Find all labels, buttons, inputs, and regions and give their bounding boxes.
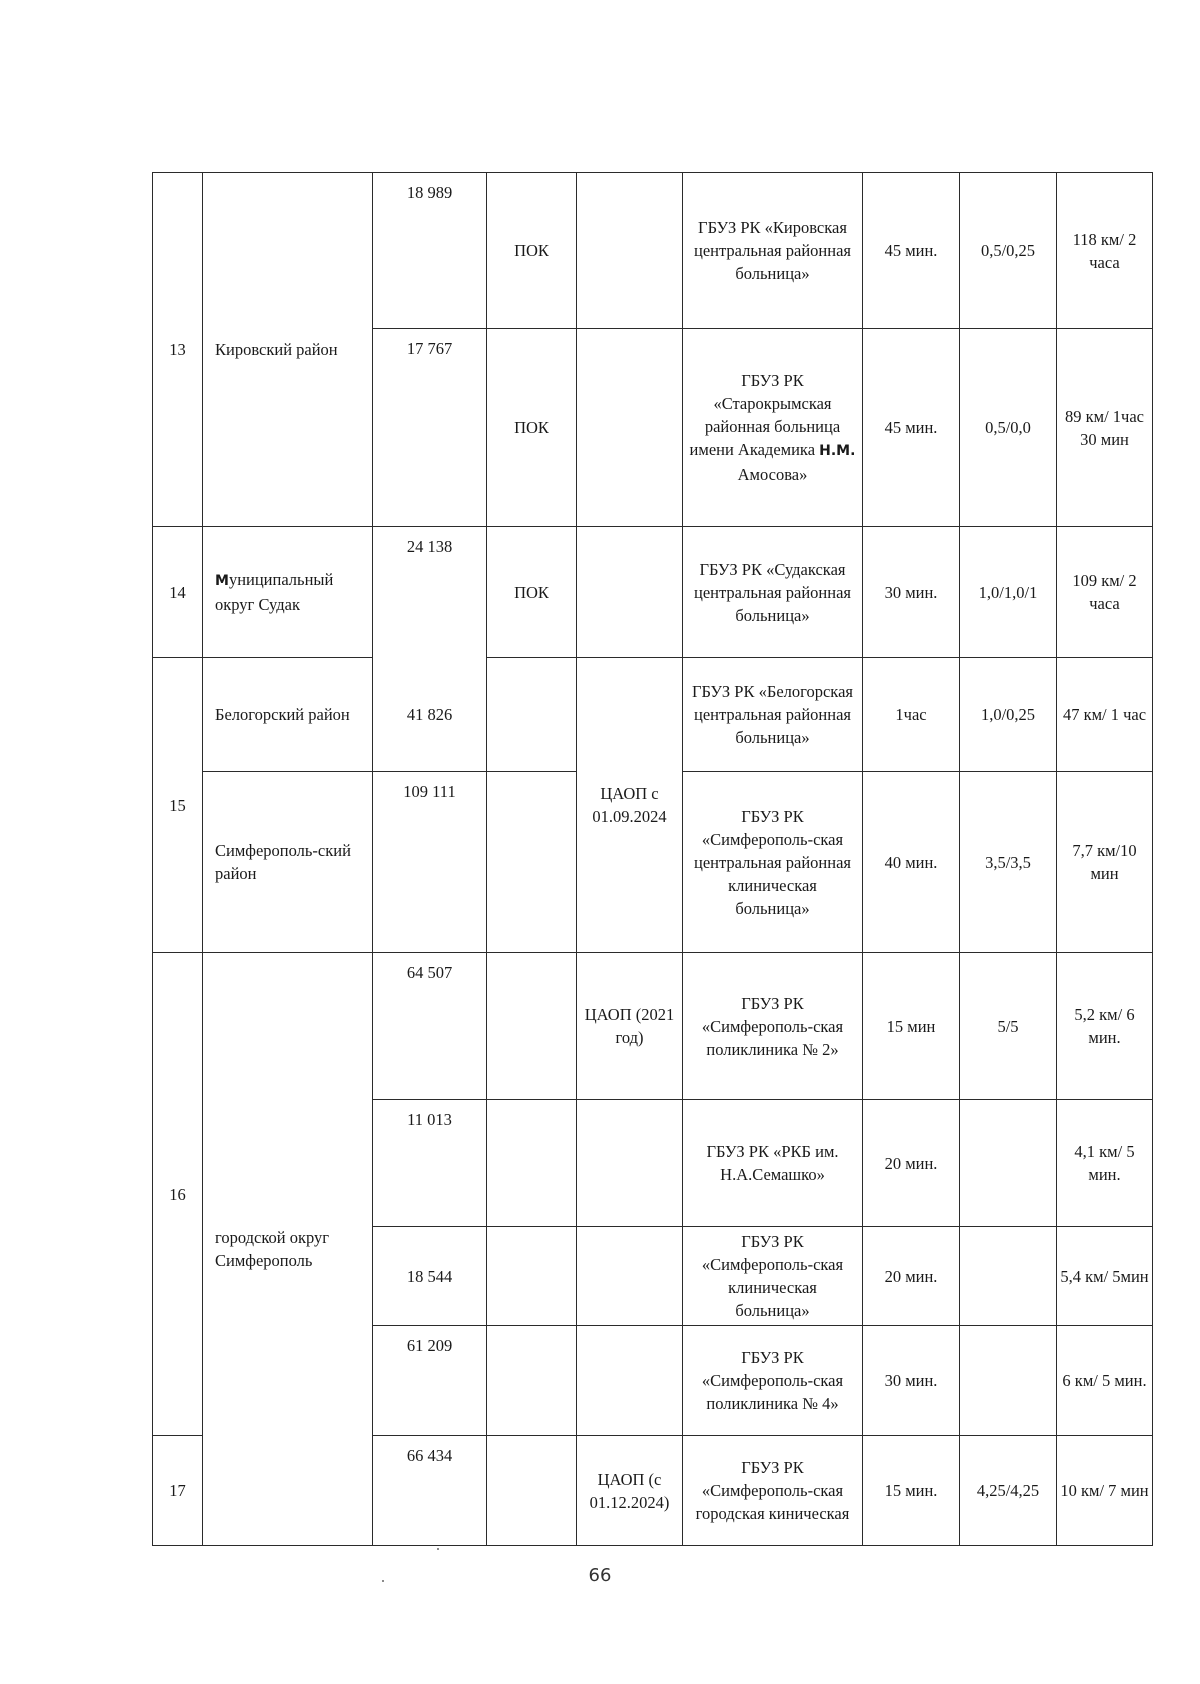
distance: 10 км/ 7 мин bbox=[1057, 1436, 1153, 1546]
population: 11 013 bbox=[373, 1100, 487, 1227]
district-name: Белогорский район bbox=[203, 658, 373, 772]
population: 109 111 bbox=[373, 772, 487, 953]
care-type bbox=[487, 658, 577, 772]
caop-cell bbox=[577, 173, 683, 329]
travel-time: 20 мин. bbox=[863, 1100, 960, 1227]
distance: 7,7 км/10 мин bbox=[1057, 772, 1153, 953]
caop-cell bbox=[577, 527, 683, 658]
population: 18 544 bbox=[373, 1227, 487, 1326]
staff-ratio: 5/5 bbox=[960, 953, 1057, 1100]
care-type: ПОК bbox=[487, 527, 577, 658]
staff-ratio: 1,0/0,25 bbox=[960, 658, 1057, 772]
travel-time: 45 мин. bbox=[863, 173, 960, 329]
district-name: городской округ Симферополь bbox=[203, 953, 373, 1546]
organization: ГБУЗ РК «РКБ им. Н.А.Семашко» bbox=[683, 1100, 863, 1227]
population: 17 767 bbox=[373, 329, 487, 527]
care-type bbox=[487, 1100, 577, 1227]
caop-cell: ЦАОП (с 01.12.2024) bbox=[577, 1436, 683, 1546]
organization: ГБУЗ РК «Симферополь-ская клиническая больница» bbox=[683, 1227, 863, 1326]
distance: 118 км/ 2 часа bbox=[1057, 173, 1153, 329]
organization: ГБУЗ РК «Симферополь-ская поликлиника № 2» bbox=[683, 953, 863, 1100]
distance: 47 км/ 1 час bbox=[1057, 658, 1153, 772]
staff-ratio: 4,25/4,25 bbox=[960, 1436, 1057, 1546]
row-number: 13 bbox=[153, 173, 203, 527]
row-number: 15 bbox=[153, 658, 203, 953]
scan-speck bbox=[437, 1548, 439, 1550]
caop-cell bbox=[577, 1100, 683, 1227]
population: 41 826 bbox=[373, 658, 487, 772]
district-name: Симферополь-ский район bbox=[203, 772, 373, 953]
travel-time: 40 мин. bbox=[863, 772, 960, 953]
handwritten-initials: Н.М. bbox=[819, 443, 856, 459]
population: 24 138 bbox=[373, 527, 487, 658]
row-number: 16 bbox=[153, 953, 203, 1436]
medical-facilities-table bbox=[152, 172, 1153, 1546]
organization: ГБУЗ РК «Симферополь-ская поликлиника № 4» bbox=[683, 1326, 863, 1436]
population: 64 507 bbox=[373, 953, 487, 1100]
care-type bbox=[487, 1326, 577, 1436]
staff-ratio bbox=[960, 1227, 1057, 1326]
staff-ratio: 0,5/0,25 bbox=[960, 173, 1057, 329]
handwritten-initial: М bbox=[215, 573, 229, 589]
care-type: ПОК bbox=[487, 173, 577, 329]
row-number: 14 bbox=[153, 527, 203, 658]
table-row bbox=[153, 658, 1153, 772]
distance: 4,1 км/ 5 мин. bbox=[1057, 1100, 1153, 1227]
travel-time: 20 мин. bbox=[863, 1227, 960, 1326]
table-row bbox=[153, 173, 1153, 329]
table-row bbox=[153, 953, 1153, 1100]
population: 61 209 bbox=[373, 1326, 487, 1436]
district-name: Кировский район bbox=[203, 173, 373, 527]
staff-ratio bbox=[960, 1326, 1057, 1436]
row-number: 17 bbox=[153, 1436, 203, 1546]
table-row bbox=[153, 527, 1153, 658]
travel-time: 30 мин. bbox=[863, 527, 960, 658]
distance: 6 км/ 5 мин. bbox=[1057, 1326, 1153, 1436]
caop-cell: ЦАОП с 01.09.2024 bbox=[577, 658, 683, 953]
district-name-rest: униципальный округ Судак bbox=[215, 570, 334, 614]
care-type bbox=[487, 953, 577, 1100]
organization: ГБУЗ РК «Симферополь-ская городская киническая bbox=[683, 1436, 863, 1546]
staff-ratio: 0,5/0,0 bbox=[960, 329, 1057, 527]
population: 18 989 bbox=[373, 173, 487, 329]
travel-time: 45 мин. bbox=[863, 329, 960, 527]
distance: 5,4 км/ 5мин bbox=[1057, 1227, 1153, 1326]
distance: 5,2 км/ 6 мин. bbox=[1057, 953, 1153, 1100]
organization-name-tail: Амосова» bbox=[737, 465, 808, 484]
care-type bbox=[487, 1227, 577, 1326]
caop-cell: ЦАОП (2021 год) bbox=[577, 953, 683, 1100]
page-number: 66 bbox=[588, 1565, 612, 1586]
care-type: ПОК bbox=[487, 329, 577, 527]
organization: ГБУЗ РК «Судакская центральная районная больница» bbox=[683, 527, 863, 658]
staff-ratio: 1,0/1,0/1 bbox=[960, 527, 1057, 658]
district-name bbox=[203, 527, 373, 658]
travel-time: 15 мин bbox=[863, 953, 960, 1100]
distance: 89 км/ 1час 30 мин bbox=[1057, 329, 1153, 527]
travel-time: 30 мин. bbox=[863, 1326, 960, 1436]
organization bbox=[683, 329, 863, 527]
staff-ratio bbox=[960, 1100, 1057, 1227]
care-type bbox=[487, 1436, 577, 1546]
travel-time: 1час bbox=[863, 658, 960, 772]
organization: ГБУЗ РК «Белогорская центральная районная больница» bbox=[683, 658, 863, 772]
caop-cell bbox=[577, 1326, 683, 1436]
distance: 109 км/ 2 часа bbox=[1057, 527, 1153, 658]
organization-name: ГБУЗ РК «Старокрымская районная больница имени Академика bbox=[689, 371, 841, 459]
caop-cell bbox=[577, 329, 683, 527]
travel-time: 15 мин. bbox=[863, 1436, 960, 1546]
caop-cell bbox=[577, 1227, 683, 1326]
organization: ГБУЗ РК «Кировская центральная районная больница» bbox=[683, 173, 863, 329]
population: 66 434 bbox=[373, 1436, 487, 1546]
care-type bbox=[487, 772, 577, 953]
staff-ratio: 3,5/3,5 bbox=[960, 772, 1057, 953]
organization: ГБУЗ РК «Симферополь-ская центральная районная клиническая больница» bbox=[683, 772, 863, 953]
